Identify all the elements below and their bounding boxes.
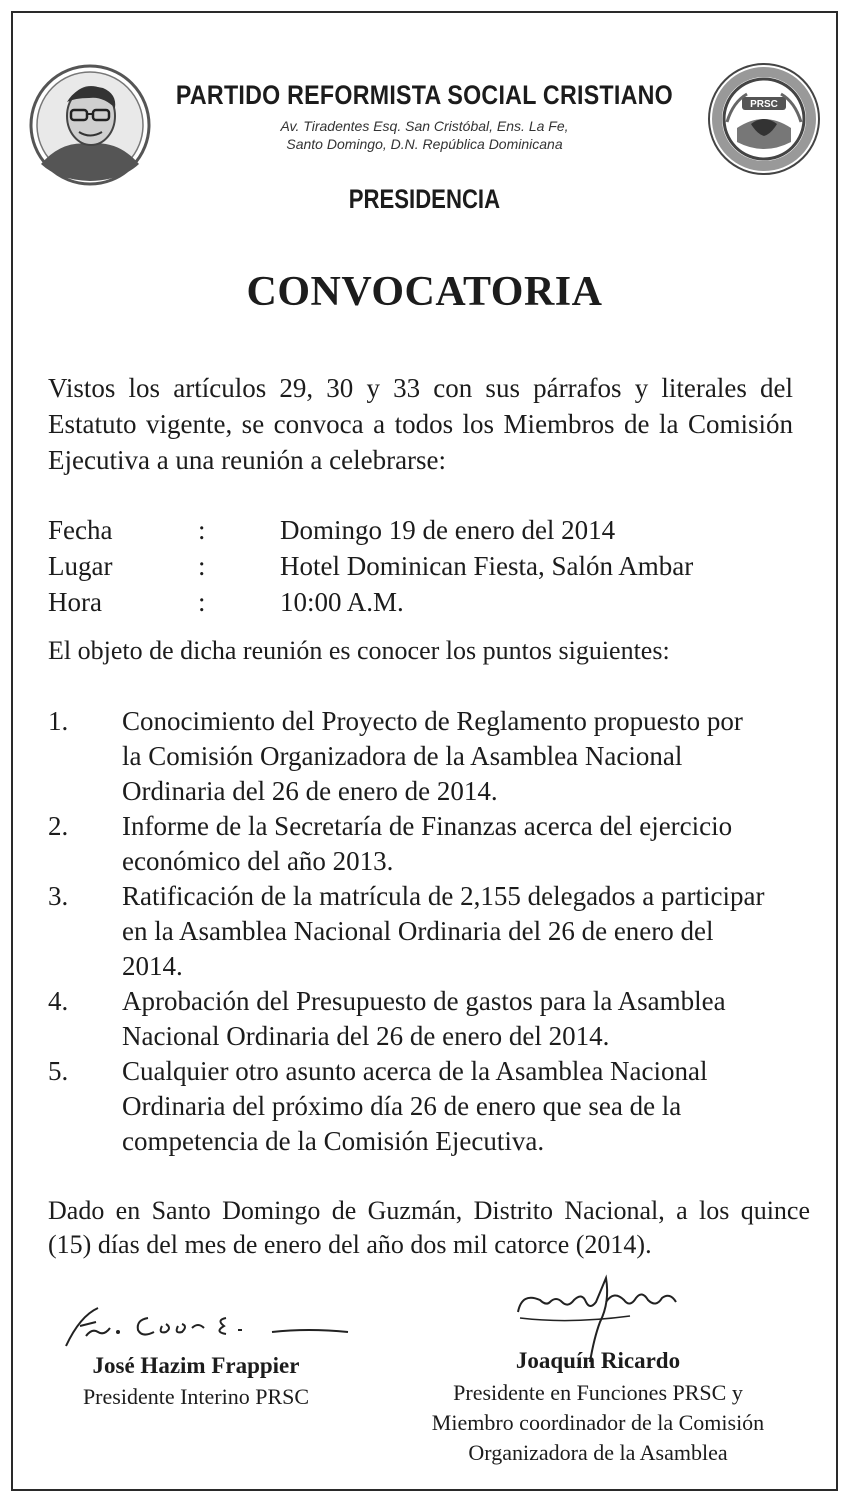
agenda-number: 4. — [48, 986, 69, 1016]
signer-right-role-line: Organizadora de la Asamblea — [468, 1440, 728, 1465]
agenda-line: Ratificación de la matrícula de 2,155 delegados a participar — [122, 881, 765, 911]
agenda-list — [48, 704, 823, 1159]
detail-separator: : — [198, 587, 206, 617]
address-line-2: Santo Domingo, D.N. República Dominicana — [286, 136, 563, 152]
agenda-item — [48, 984, 823, 1054]
object-statement: El objeto de dicha reunión es conocer los puntos siguientes: — [48, 636, 670, 665]
agenda-line: 2014. — [122, 951, 183, 981]
detail-row-lugar — [48, 548, 808, 584]
signer-left-name: José Hazim Frappier — [92, 1353, 300, 1378]
agenda-line: económico del año 2013. — [122, 846, 394, 876]
party-name: PARTIDO REFORMISTA SOCIAL CRISTIANO — [175, 80, 673, 110]
meeting-details — [48, 512, 808, 620]
agenda-line: la Comisión Organizadora de la Asamblea Nacional — [122, 741, 683, 771]
seal-center-text: PRSC — [750, 99, 778, 110]
signer-right-role-line: Presidente en Funciones PRSC y — [453, 1380, 743, 1405]
signature-left-image — [58, 1296, 354, 1352]
detail-row-hora — [48, 584, 808, 620]
detail-label: Fecha — [48, 515, 113, 545]
agenda-line: Informe de la Secretaría de Finanzas acerca del ejercicio — [122, 811, 733, 841]
agenda-number: 5. — [48, 1056, 69, 1086]
agenda-item — [48, 1054, 823, 1159]
detail-value: 10:00 A.M. — [280, 587, 404, 617]
signer-right-name: Joaquín Ricardo — [515, 1348, 681, 1373]
agenda-line: en la Asamblea Nacional Ordinaria del 26 de enero del — [122, 916, 714, 946]
detail-value: Domingo 19 de enero del 2014 — [280, 515, 616, 545]
closing-paragraph: Dado en Santo Domingo de Guzmán, Distrito Nacional, a los quince (15) días del mes de enero del año dos mil catorce (2014). — [48, 1196, 810, 1259]
agenda-line: Aprobación del Presupuesto de gastos para la Asamblea — [122, 986, 726, 1016]
intro-paragraph: Vistos los artículos 29, 30 y 33 con sus párrafos y literales del Estatuto vigente, se convoca a todos los Miembros de la Comisión Ejecutiva a una reunión a celebrarse: — [48, 373, 793, 475]
agenda-item — [48, 879, 823, 984]
address-line-1: Av. Tiradentes Esq. San Cristóbal, Ens. La Fe, — [280, 118, 569, 134]
signer-right-role — [398, 1378, 798, 1468]
detail-separator: : — [198, 515, 206, 545]
agenda-line: competencia de la Comisión Ejecutiva. — [122, 1126, 545, 1156]
detail-value: Hotel Dominican Fiesta, Salón Ambar — [280, 551, 694, 581]
agenda-item — [48, 704, 823, 809]
agenda-line: Conocimiento del Proyecto de Reglamento propuesto por — [122, 706, 743, 736]
agenda-line: Ordinaria del próximo día 26 de enero que sea de la — [122, 1091, 682, 1121]
agenda-number: 3. — [48, 881, 69, 911]
agenda-item — [48, 809, 823, 879]
agenda-number: 2. — [48, 811, 69, 841]
detail-separator: : — [198, 551, 206, 581]
signer-right-role-line: Miembro coordinador de la Comisión — [431, 1410, 765, 1435]
detail-label: Hora — [48, 587, 102, 617]
agenda-line: Ordinaria del 26 de enero de 2014. — [122, 776, 498, 806]
agenda-line: Nacional Ordinaria del 26 de enero del 2014. — [122, 1021, 610, 1051]
signer-left-role: Presidente Interino PRSC — [82, 1384, 310, 1409]
document-title: CONVOCATORIA — [246, 269, 603, 315]
agenda-line: Cualquier otro asunto acerca de la Asamblea Nacional — [122, 1056, 708, 1086]
office-heading: PRESIDENCIA — [348, 184, 501, 214]
detail-label: Lugar — [48, 551, 113, 581]
agenda-number: 1. — [48, 706, 69, 736]
detail-row-fecha — [48, 512, 808, 548]
